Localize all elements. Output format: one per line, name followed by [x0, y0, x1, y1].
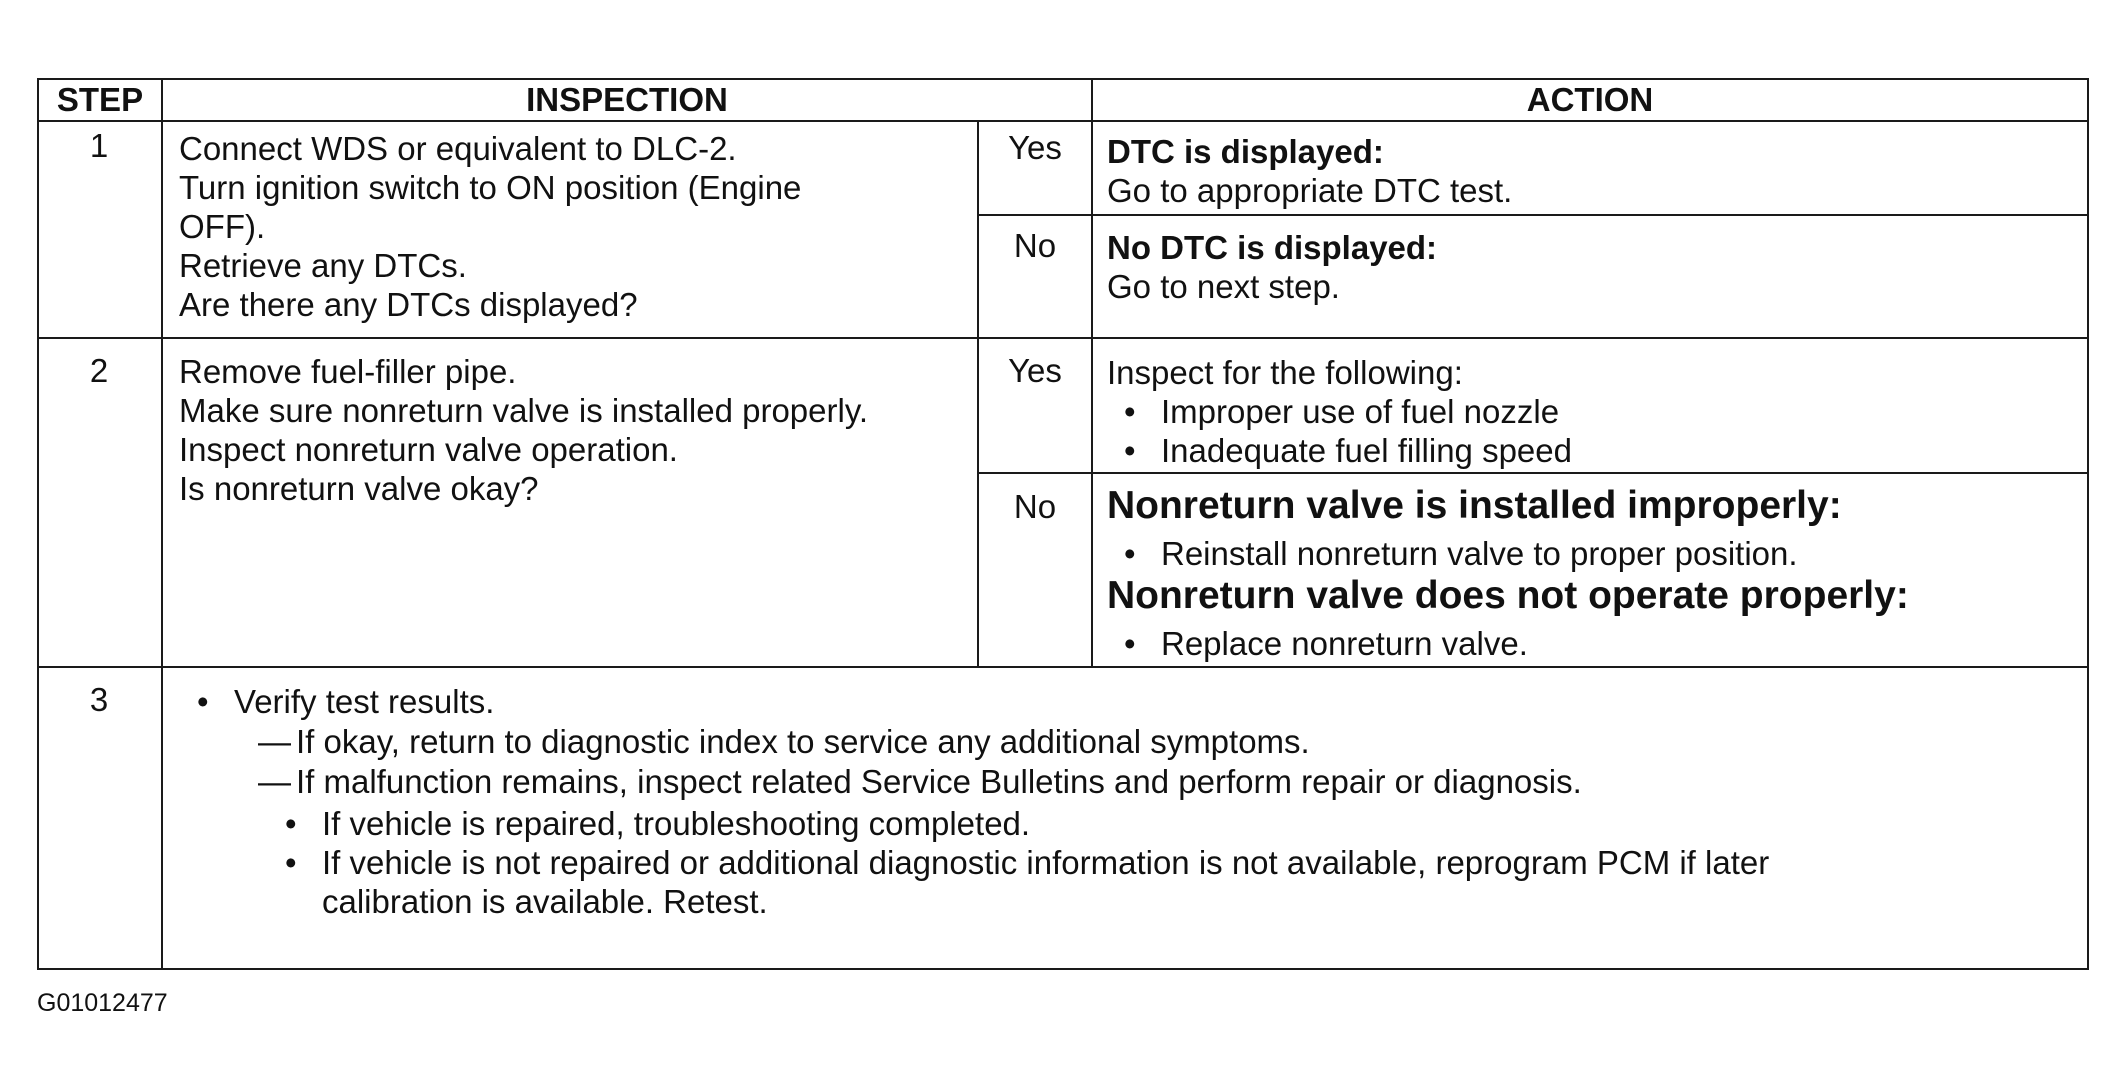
step3-sub-bullet-continuation: calibration is available. Retest. [322, 883, 768, 920]
inspection-line: Connect WDS or equivalent to DLC-2. [179, 130, 737, 167]
inspection-line: Inspect nonreturn valve operation. [179, 431, 678, 468]
step2-yes-no-divider [979, 472, 2087, 474]
action-text: Go to appropriate DTC test. [1107, 172, 1513, 209]
step-number: 2 [89, 352, 109, 389]
step3-dash-item: — If malfunction remains, inspect related Service Bulletins and perform repair or diagnosis. [296, 762, 1582, 801]
action-title: No DTC is displayed: [1107, 229, 1438, 266]
inspection-line: Turn ignition switch to ON position (Engine [179, 169, 802, 206]
step1-yes-no-divider [979, 214, 2087, 216]
yes-label: Yes [1008, 129, 1062, 166]
inspection-line: Is nonreturn valve okay? [179, 470, 539, 507]
action-column-divider [1091, 80, 1093, 668]
step3-sub-bullet: • If vehicle is not repaired or additional diagnostic information is not available, reprogram PCM if later [322, 843, 1769, 882]
header-action: ACTION [1526, 81, 1654, 118]
step-number: 1 [89, 127, 109, 164]
figure-id: G01012477 [37, 989, 168, 1017]
action-text: Inspect for the following: [1107, 354, 1463, 391]
diagnostic-table [37, 78, 2089, 970]
no-label: No [1013, 227, 1057, 264]
step3-dash-item: — If okay, return to diagnostic index to service any additional symptoms. [296, 722, 1310, 761]
action-title: DTC is displayed: [1107, 133, 1384, 170]
action-title: Nonreturn valve is installed improperly: [1107, 484, 1842, 527]
action-bullet: • Inadequate fuel filling speed [1161, 431, 1572, 470]
step1-divider [39, 337, 2087, 339]
no-label: No [1013, 488, 1057, 525]
inspection-line: Remove fuel-filler pipe. [179, 353, 517, 390]
step2-divider [39, 666, 2087, 668]
yes-label: Yes [1008, 352, 1062, 389]
header-inspection: INSPECTION [526, 81, 728, 118]
inspection-line: Make sure nonreturn valve is installed properly. [179, 392, 869, 429]
action-text: Go to next step. [1107, 268, 1340, 305]
step3-sub-bullet: • If vehicle is repaired, troubleshooting completed. [322, 804, 1030, 843]
action-bullet: • Replace nonreturn valve. [1161, 624, 1528, 663]
inspection-line: Retrieve any DTCs. [179, 247, 467, 284]
step-column-divider [161, 80, 163, 968]
inspection-line: Are there any DTCs displayed? [179, 286, 638, 323]
header-step: STEP [56, 81, 144, 118]
header-divider [39, 120, 2087, 122]
action-title: Nonreturn valve does not operate properly: [1107, 574, 1909, 617]
inspection-line: OFF). [179, 208, 266, 245]
action-bullet: • Improper use of fuel nozzle [1161, 392, 1559, 431]
step-number: 3 [89, 681, 109, 718]
yes-no-column-divider [977, 120, 979, 668]
step3-bullet: • Verify test results. [234, 682, 494, 721]
action-bullet: • Reinstall nonreturn valve to proper position. [1161, 534, 1798, 573]
